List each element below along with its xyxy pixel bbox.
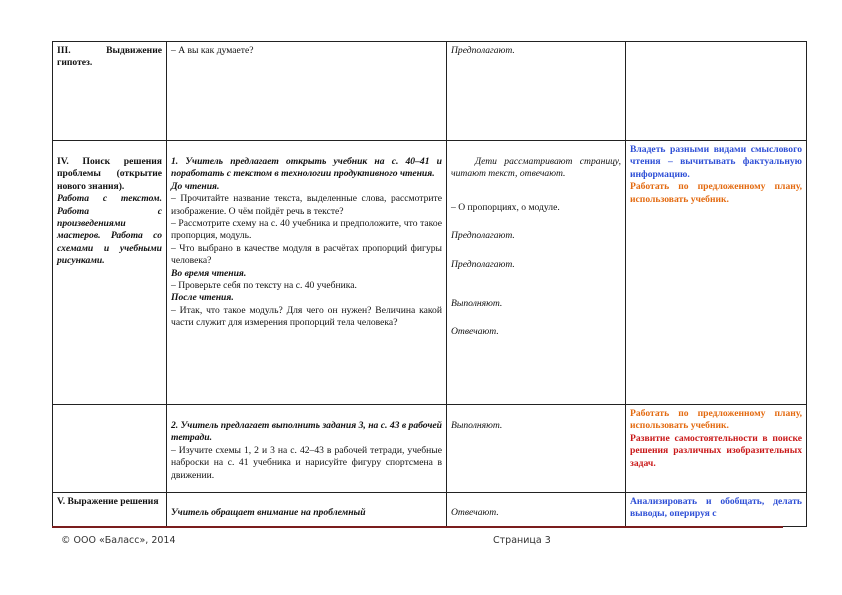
stage-cell <box>53 42 167 141</box>
teacher-cell <box>167 405 447 493</box>
teacher-text: Учитель обращает внимание на проблемный <box>171 507 366 518</box>
stage-title: IV. Поиск решения проблемы (открытие нового знания). <box>57 156 162 192</box>
pupils-activity-2: – О пропорциях, о модуле. <box>451 201 560 213</box>
before-reading-q1: – Прочитайте название текста, выделенные слова, рассмотрите изображение. О чём пойдёт речь в тексте? <box>171 193 442 217</box>
footer-divider <box>52 526 783 528</box>
during-reading-heading: Во время чтения. <box>171 267 247 279</box>
result-orange: Работать по предложенному плану, использовать учебник. <box>630 408 802 432</box>
stage-label: V. Выражение решения <box>57 496 159 507</box>
during-reading-q1: – Проверьте себя по тексту на с. 40 учебника. <box>171 280 357 292</box>
results-cell <box>626 141 807 405</box>
stage-cell <box>53 493 167 527</box>
pupils-activity-4: Предполагают. <box>451 258 515 270</box>
result-red: Развитие самостоятельности в поиске решения различных изобразительных задач. <box>630 432 802 469</box>
teacher-cell <box>167 42 447 141</box>
pupils-activity-5: Выполняют. <box>451 298 503 310</box>
teacher-intro: 2. Учитель предлагает выполнить задания 3, на с. 43 в рабочей тетради. <box>171 420 442 444</box>
before-reading-q2: – Рассмотрите схему на с. 40 учебника и предположите, что такое пропорция, модуль. <box>171 218 442 242</box>
stage-label: III. Выдвижение гипотез. <box>57 45 162 69</box>
pupils-cell <box>447 493 626 527</box>
results-cell <box>626 493 807 527</box>
after-reading-q1: – Итак, что такое модуль? Для чего он нужен? Величина какой части служит для измерения пропорций тела человека? <box>171 304 442 329</box>
teacher-task: – Изучите схемы 1, 2 и 3 на с. 42–43 в рабочей тетради, учебные наброски на с. 41 учебника и нарисуйте фигуру спортсмена в движении. <box>171 444 442 481</box>
pupils-text: Отвечают. <box>451 507 499 518</box>
result-blue: Владеть разными видами смыслового чтения – вычитывать фактуальную информацию. <box>630 144 802 180</box>
results-cell <box>626 42 807 141</box>
pupils-text: Предполагают. <box>451 45 515 56</box>
table-row <box>53 405 807 493</box>
footer-page-number: Страница 3 <box>493 535 551 546</box>
pupils-cell <box>447 405 626 493</box>
before-reading-heading: До чтения. <box>171 180 220 192</box>
pupils-activity-6: Отвечают. <box>451 326 499 338</box>
teacher-intro: 1. Учитель предлагает открыть учебник на с. 40–41 и поработать с текстом в технологии продуктивного чтения. <box>171 156 442 180</box>
before-reading-q3: – Что выбрано в качестве модуля в расчётах пропорций фигуры человека? <box>171 242 442 267</box>
teacher-text: – А вы как думаете? <box>171 45 254 56</box>
teacher-cell <box>167 141 447 405</box>
pupils-text: Выполняют. <box>451 420 503 431</box>
result-orange: Работать по предложенному плану, использовать учебник. <box>630 181 802 205</box>
stage-cell <box>53 141 167 405</box>
table-row <box>53 42 807 141</box>
table-row <box>53 493 807 527</box>
pupils-cell <box>447 42 626 141</box>
pupils-activity-3: Предполагают. <box>451 230 515 242</box>
footer-copyright: © ООО «Баласс», 2014 <box>61 535 176 546</box>
pupils-cell <box>447 141 626 405</box>
stage-subtitle: Работа с текстом. Работа с произведениями мастеров. Работа со схемами и учебными рисунками. <box>57 193 162 267</box>
pupils-activity-1: Дети рассматривают страницу, читают текст, отвечают. <box>451 156 621 180</box>
lesson-plan-table <box>52 41 807 527</box>
results-text: Анализировать и обобщать, делать выводы, оперируя с <box>630 496 802 520</box>
teacher-cell <box>167 493 447 527</box>
results-cell <box>626 405 807 493</box>
after-reading-heading: После чтения. <box>171 292 234 304</box>
stage-cell <box>53 405 167 493</box>
table-row <box>53 141 807 405</box>
